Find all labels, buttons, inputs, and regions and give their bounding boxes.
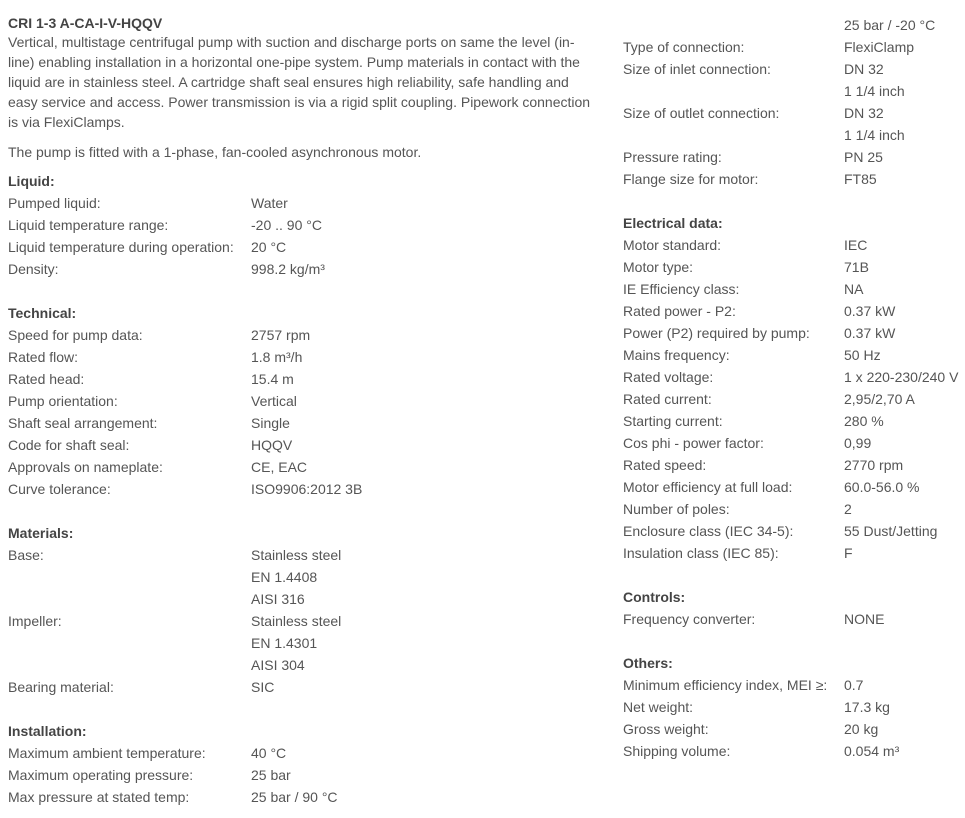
spec-value: SIC <box>251 679 275 695</box>
section-technical <box>8 302 598 500</box>
spec-label: Shaft seal arrangement: <box>8 415 158 431</box>
spec-values <box>251 368 598 390</box>
spec-label: Rated power - P2: <box>623 303 736 319</box>
spec-row <box>623 608 965 630</box>
spec-value: 60.0-56.0 % <box>844 479 920 495</box>
spec-values <box>251 214 598 236</box>
spec-row <box>623 102 965 146</box>
spec-values <box>251 742 598 764</box>
spec-values <box>844 322 965 344</box>
product-description: Vertical, multistage centrifugal pump with suction and discharge ports on same the level (in-line) enabling installation in a horizontal one-pipe system. Pump materials in contact with the liquid are in stainless steel. A cartridge shaft seal ensures high reliability, safe handling and easy service and access. Power transmission is via a rigid split coupling. Pipework connection is via FlexiClamps. <box>8 34 591 130</box>
spec-label: Base: <box>8 547 44 563</box>
spec-values <box>844 740 965 762</box>
spec-value: ISO9906:2012 3B <box>251 481 363 497</box>
spec-values <box>844 608 965 630</box>
spec-values <box>844 520 965 542</box>
spec-row <box>8 324 598 346</box>
spec-label: Maximum ambient temperature: <box>8 745 206 761</box>
spec-value: Water <box>251 195 288 211</box>
spec-value: 2757 rpm <box>251 327 311 343</box>
spec-label: Approvals on nameplate: <box>8 459 163 475</box>
spec-label: Rated speed: <box>623 457 707 473</box>
spec-label: Enclosure class (IEC 34-5): <box>623 523 794 539</box>
spec-value: CE, EAC <box>251 459 308 475</box>
spec-value: 25 bar / -20 °C <box>844 17 936 33</box>
spec-value: HQQV <box>251 437 293 453</box>
spec-values <box>251 346 598 368</box>
spec-values <box>251 192 598 214</box>
spec-value: 0.7 <box>844 677 864 693</box>
spec-row <box>623 36 965 58</box>
spec-row <box>623 300 965 322</box>
spec-values <box>251 324 598 346</box>
spec-value: 0.054 m³ <box>844 743 900 759</box>
spec-values <box>844 542 965 564</box>
spec-values <box>844 168 965 190</box>
spec-value: FT85 <box>844 171 877 187</box>
spec-label: Size of outlet connection: <box>623 105 780 121</box>
section-liquid <box>8 170 598 280</box>
spec-label: Gross weight: <box>623 721 709 737</box>
spec-row <box>8 478 598 500</box>
spec-value: 280 % <box>844 413 884 429</box>
section-heading: Controls: <box>623 589 686 605</box>
spec-values <box>251 390 598 412</box>
spec-value: PN 25 <box>844 149 883 165</box>
spec-value: EN 1.4408 <box>251 569 318 585</box>
spec-row <box>8 368 598 390</box>
spec-label: Net weight: <box>623 699 694 715</box>
spec-label: Motor efficiency at full load: <box>623 479 793 495</box>
motor-note: The pump is fitted with a 1-phase, fan-cooled asynchronous motor. <box>8 144 422 160</box>
spec-label: Impeller: <box>8 613 62 629</box>
spec-row <box>8 214 598 236</box>
spec-values <box>251 676 598 698</box>
spec-row <box>623 366 965 388</box>
spec-value: 1 x 220-230/240 V <box>844 369 959 385</box>
spec-label: Type of connection: <box>623 39 745 55</box>
spec-values <box>844 454 965 476</box>
spec-label: Cos phi - power factor: <box>623 435 764 451</box>
spec-value: AISI 316 <box>251 591 305 607</box>
spec-row <box>623 740 965 762</box>
spec-values <box>251 764 598 786</box>
spec-label <box>623 14 844 36</box>
spec-value: Stainless steel <box>251 613 342 629</box>
spec-row <box>8 786 598 808</box>
section-installation <box>8 720 598 808</box>
spec-value: Single <box>251 415 290 431</box>
spec-label: Maximum operating pressure: <box>8 767 194 783</box>
spec-values <box>844 278 965 300</box>
spec-row <box>8 258 598 280</box>
spec-value: 2,95/2,70 A <box>844 391 915 407</box>
spec-values <box>844 476 965 498</box>
spec-row <box>623 542 965 564</box>
spec-row <box>623 168 965 190</box>
spec-row <box>8 412 598 434</box>
spec-label: Mains frequency: <box>623 347 730 363</box>
section-heading: Liquid: <box>8 173 55 189</box>
spec-row <box>8 192 598 214</box>
spec-value: 1 1/4 inch <box>844 83 905 99</box>
spec-row <box>623 388 965 410</box>
spec-row <box>623 322 965 344</box>
spec-label: Rated flow: <box>8 349 79 365</box>
spec-row <box>8 764 598 786</box>
spec-values <box>844 14 965 36</box>
spec-label: Minimum efficiency index, MEI ≥: <box>623 677 828 693</box>
spec-value: 71B <box>844 259 869 275</box>
section-heading: Others: <box>623 655 673 671</box>
spec-label: Speed for pump data: <box>8 327 143 343</box>
spec-label: Pump orientation: <box>8 393 118 409</box>
spec-row <box>8 236 598 258</box>
spec-values <box>251 258 598 280</box>
spec-value: 20 kg <box>844 721 879 737</box>
spec-value: 2 <box>844 501 852 517</box>
spec-label: Bearing material: <box>8 679 114 695</box>
spec-value: 0.37 kW <box>844 303 896 319</box>
spec-value: 1 1/4 inch <box>844 127 905 143</box>
spec-label: Max pressure at stated temp: <box>8 789 190 805</box>
section-electrical <box>623 212 965 564</box>
spec-row <box>8 676 598 698</box>
spec-values <box>844 146 965 168</box>
spec-value: DN 32 <box>844 61 884 77</box>
spec-values <box>844 344 965 366</box>
spec-values <box>844 696 965 718</box>
spec-label: Liquid temperature range: <box>8 217 169 233</box>
spec-label: Insulation class (IEC 85): <box>623 545 779 561</box>
spec-label: Pressure rating: <box>623 149 722 165</box>
spec-value: 15.4 m <box>251 371 294 387</box>
spec-row <box>8 742 598 764</box>
spec-value: FlexiClamp <box>844 39 915 55</box>
spec-value: 998.2 kg/m³ <box>251 261 325 277</box>
spec-row <box>8 544 598 610</box>
spec-label: Starting current: <box>623 413 723 429</box>
spec-values <box>251 544 598 610</box>
spec-row <box>623 278 965 300</box>
spec-label: Liquid temperature during operation: <box>8 239 234 255</box>
spec-values <box>844 234 965 256</box>
spec-label: Frequency converter: <box>623 611 756 627</box>
spec-label: Rated current: <box>623 391 712 407</box>
spec-label: Rated head: <box>8 371 85 387</box>
section-controls <box>623 586 965 630</box>
spec-label: IE Efficiency class: <box>623 281 740 297</box>
spec-values <box>844 410 965 432</box>
section-heading: Electrical data: <box>623 215 723 231</box>
spec-row <box>623 256 965 278</box>
spec-row <box>8 390 598 412</box>
spec-value: 2770 rpm <box>844 457 904 473</box>
spec-value: EN 1.4301 <box>251 635 318 651</box>
spec-row <box>8 456 598 478</box>
spec-value: NONE <box>844 611 885 627</box>
spec-row <box>8 346 598 368</box>
spec-values <box>844 102 965 146</box>
spec-row <box>623 432 965 454</box>
spec-row <box>8 434 598 456</box>
section-materials <box>8 522 598 698</box>
spec-values <box>844 718 965 740</box>
spec-values <box>844 36 965 58</box>
spec-row <box>623 696 965 718</box>
spec-label: Motor standard: <box>623 237 722 253</box>
spec-row <box>623 718 965 740</box>
spec-label: Code for shaft seal: <box>8 437 130 453</box>
spec-values <box>844 674 965 696</box>
spec-value: NA <box>844 281 864 297</box>
section-heading: Installation: <box>8 723 87 739</box>
spec-value: -20 .. 90 °C <box>251 217 322 233</box>
spec-values <box>251 786 598 808</box>
spec-values <box>251 236 598 258</box>
spec-value: 25 bar <box>251 767 291 783</box>
spec-values <box>251 610 598 676</box>
spec-label: Power (P2) required by pump: <box>623 325 810 341</box>
spec-label: Motor type: <box>623 259 694 275</box>
spec-row <box>623 520 965 542</box>
spec-value: F <box>844 545 853 561</box>
spec-values <box>251 456 598 478</box>
section-heading: Materials: <box>8 525 74 541</box>
spec-values <box>844 498 965 520</box>
spec-value: 1.8 m³/h <box>251 349 303 365</box>
spec-value: 0,99 <box>844 435 872 451</box>
spec-row <box>623 454 965 476</box>
spec-label: Rated voltage: <box>623 369 714 385</box>
spec-value: IEC <box>844 237 868 253</box>
spec-row <box>623 146 965 168</box>
spec-row <box>623 498 965 520</box>
spec-row <box>623 344 965 366</box>
spec-value: 0.37 kW <box>844 325 896 341</box>
spec-label: Pumped liquid: <box>8 195 101 211</box>
spec-row <box>623 58 965 102</box>
spec-label: Flange size for motor: <box>623 171 759 187</box>
spec-row <box>623 476 965 498</box>
spec-values <box>251 434 598 456</box>
section-installation-continued <box>623 14 965 190</box>
spec-label: Shipping volume: <box>623 743 731 759</box>
spec-row <box>623 234 965 256</box>
spec-value: AISI 304 <box>251 657 305 673</box>
spec-label: Size of inlet connection: <box>623 61 771 77</box>
spec-values <box>844 256 965 278</box>
spec-value: 50 Hz <box>844 347 881 363</box>
spec-values <box>844 366 965 388</box>
spec-values <box>844 58 965 102</box>
spec-value: 25 bar / 90 °C <box>251 789 338 805</box>
section-heading: Technical: <box>8 305 77 321</box>
spec-value: 17.3 kg <box>844 699 890 715</box>
spec-value: DN 32 <box>844 105 884 121</box>
spec-label: Density: <box>8 261 59 277</box>
spec-label: Curve tolerance: <box>8 481 111 497</box>
spec-values <box>251 412 598 434</box>
spec-value: 20 °C <box>251 239 287 255</box>
spec-values <box>844 300 965 322</box>
spec-row <box>623 410 965 432</box>
spec-label: Number of poles: <box>623 501 730 517</box>
spec-row <box>623 14 965 36</box>
section-others <box>623 652 965 762</box>
spec-value: 55 Dust/Jetting <box>844 523 938 539</box>
spec-row <box>623 674 965 696</box>
spec-value: 40 °C <box>251 745 287 761</box>
right-column <box>623 14 965 762</box>
left-column <box>8 14 598 808</box>
spec-row <box>8 610 598 676</box>
spec-values <box>844 432 965 454</box>
spec-values <box>844 388 965 410</box>
product-title: CRI 1-3 A-CA-I-V-HQQV <box>8 15 163 31</box>
spec-value: Vertical <box>251 393 297 409</box>
spec-value: Stainless steel <box>251 547 342 563</box>
spec-values <box>251 478 598 500</box>
